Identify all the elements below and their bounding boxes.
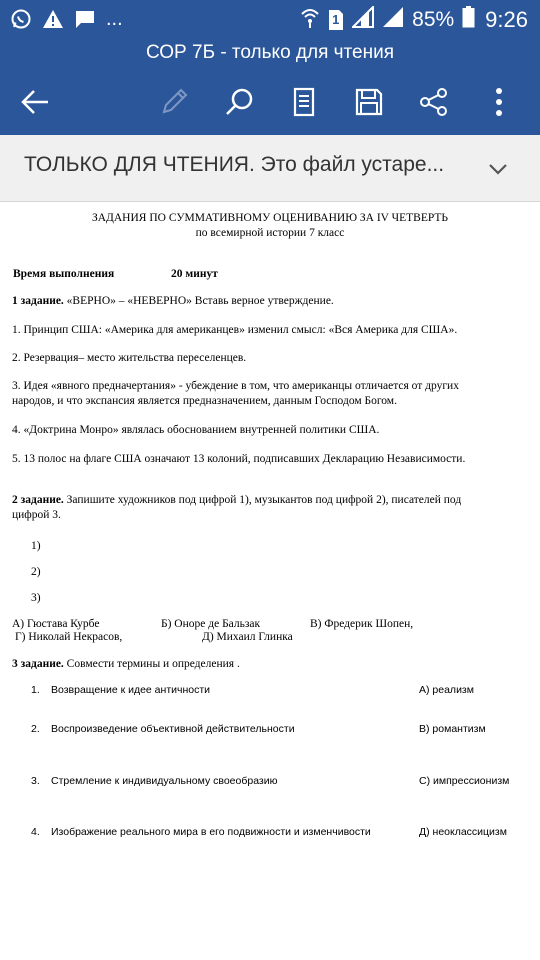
battery-icon xyxy=(462,6,475,34)
task3-line xyxy=(12,658,240,670)
task3-instruction: Совмести термины и определения . xyxy=(63,658,240,670)
option-g: Г) Николай Некрасов, xyxy=(15,631,123,643)
task1-item: 5. 13 полос на флаге США означают 13 колоний, подписавших Декларацию Независимости. xyxy=(12,453,466,465)
task3-num: 3. xyxy=(31,775,40,787)
task3-num: 1. xyxy=(31,684,40,696)
task2-line xyxy=(12,494,461,506)
whatsapp-icon xyxy=(10,8,32,35)
option-d: Д) Михаил Глинка xyxy=(202,631,293,643)
document-title: СОР 7Б - только для чтения xyxy=(0,38,540,68)
task2-instruction: Запишите художников под цифрой 1), музыкантов под цифрой 2), писателей под xyxy=(63,494,462,506)
time-label: Время выполнения xyxy=(13,268,115,280)
back-arrow-icon[interactable] xyxy=(15,82,55,122)
task3-def: С) импрессионизм xyxy=(419,775,510,787)
battery-percent: 85% xyxy=(412,8,455,31)
sim-badge: 1 xyxy=(332,12,340,27)
doc-title-line1: ЗАДАНИЯ ПО СУММАТИВНОМУ ОЦЕНИВАНИЮ ЗА IV ЧЕТВЕРТЬ xyxy=(91,212,449,224)
task3-term: Изображение реального мира в его подвижности и изменчивости xyxy=(51,826,371,838)
doc-title-line2: по всемирной истории 7 класс xyxy=(195,227,345,239)
task1-item: 2. Резервация– место жительства переселенцев. xyxy=(12,352,247,364)
wifi-calling-icon xyxy=(300,6,320,34)
blank-2: 2) xyxy=(31,566,41,578)
task2-heading: 2 задание. xyxy=(12,494,64,506)
signal-icon xyxy=(352,6,374,34)
time-value: 20 минут xyxy=(171,268,218,280)
task1-item: 1. Принцип США: «Америка для американцев» изменил смысл: «Вся Америка для США». xyxy=(12,324,458,336)
task3-term: Стремление к индивидуальному своеобразию xyxy=(51,775,278,787)
warning-icon xyxy=(42,9,64,34)
task3-def: В) романтизм xyxy=(419,723,486,735)
toolbar xyxy=(0,68,540,135)
task3-def: А) реализм xyxy=(419,684,474,696)
message-icon xyxy=(74,9,96,34)
task1-item: 4. «Доктрина Монро» являлась обоснованием внутренней политики США. xyxy=(12,424,380,436)
task3-num: 4. xyxy=(31,826,40,838)
save-icon[interactable] xyxy=(349,82,389,122)
task3-heading: 3 задание. xyxy=(12,658,64,670)
task1-instruction: «ВЕРНО» – «НЕВЕРНО» Вставь верное утверждение. xyxy=(63,295,334,307)
share-icon[interactable] xyxy=(414,82,454,122)
task2-instruction-continued: цифрой 3. xyxy=(12,509,61,521)
clock: 9:26 xyxy=(485,7,528,32)
document-page[interactable] xyxy=(0,202,540,960)
task3-term: Возвращение к идее античности xyxy=(51,684,211,696)
more-notifications: ... xyxy=(106,7,123,30)
blank-3: 3) xyxy=(31,592,41,604)
search-icon[interactable] xyxy=(219,82,259,122)
pencil-icon[interactable] xyxy=(154,82,194,122)
task3-def: Д) неоклассицизм xyxy=(419,826,507,838)
reading-view-icon[interactable] xyxy=(284,82,324,122)
option-b: Б) Оноре де Бальзак xyxy=(161,618,261,630)
chevron-down-icon[interactable] xyxy=(484,155,512,183)
read-only-banner[interactable] xyxy=(0,135,540,202)
task1-item-continued: народов, и что экспансия является предназначением, данным Господом Богом. xyxy=(12,395,397,407)
more-vertical-icon[interactable] xyxy=(479,82,519,122)
sim-icon xyxy=(328,9,344,31)
signal-icon-2 xyxy=(382,6,404,34)
task3-term: Воспроизведение объективной действительности xyxy=(51,723,295,735)
banner-text: ТОЛЬКО ДЛЯ ЧТЕНИЯ. Это файл устаре... xyxy=(24,153,445,176)
option-a: А) Гюстава Курбе xyxy=(12,618,100,630)
task1-line xyxy=(12,295,334,307)
task1-heading: 1 задание. xyxy=(12,295,64,307)
option-v: В) Фредерик Шопен, xyxy=(310,618,414,630)
task1-item: 3. Идея «явного предначертания» - убеждение в том, что американцы отличается от других xyxy=(12,380,459,392)
task3-num: 2. xyxy=(31,723,40,735)
blank-1: 1) xyxy=(31,540,41,552)
status-bar xyxy=(0,0,540,38)
